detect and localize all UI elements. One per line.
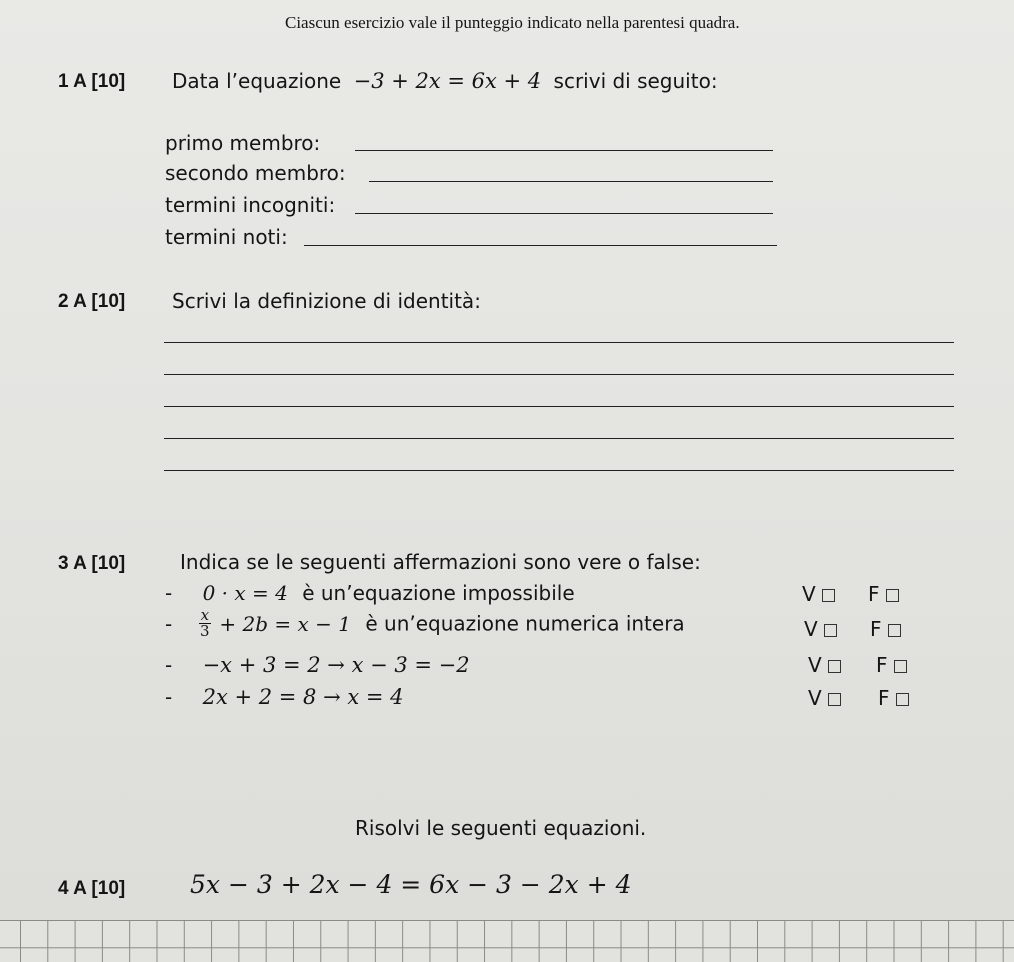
definition-line-4[interactable] xyxy=(164,438,954,439)
exercise-1-label: 1 A [10] xyxy=(58,71,126,92)
statement-4-math: 2x + 2 = 8 → x = 4 xyxy=(202,685,404,709)
statement-3 xyxy=(165,653,470,677)
answer-line-secondo-membro[interactable] xyxy=(369,181,773,182)
statement-1 xyxy=(165,581,575,605)
exercise-3-prompt: Indica se le seguenti affermazioni sono vere o false: xyxy=(180,550,701,574)
statement-1-false-option[interactable] xyxy=(868,582,899,606)
exercise-2-prompt: Scrivi la definizione di identità: xyxy=(172,289,481,313)
checkbox-false[interactable] xyxy=(894,660,907,673)
exercise-1-prompt xyxy=(172,69,718,93)
exercise-1-text-after: scrivi di seguito: xyxy=(553,69,718,93)
statement-4-false-option[interactable] xyxy=(878,686,909,710)
answer-line-primo-membro[interactable] xyxy=(355,150,773,151)
field-label-primo-membro: primo membro: xyxy=(165,131,321,155)
definition-line-2[interactable] xyxy=(164,374,954,375)
true-label: V xyxy=(808,653,822,677)
section-title: Risolvi le seguenti equazioni. xyxy=(355,816,647,840)
field-label-termini-noti: termini noti: xyxy=(165,225,288,249)
statement-3-bullet: - xyxy=(165,653,173,677)
false-label: F xyxy=(878,686,890,710)
checkbox-false[interactable] xyxy=(886,589,899,602)
statement-2-bullet: - xyxy=(165,611,173,636)
false-label: F xyxy=(870,617,882,641)
exercise-4-equation: 5x − 3 + 2x − 4 = 6x − 3 − 2x + 4 xyxy=(190,870,632,899)
checkbox-true[interactable] xyxy=(824,624,837,637)
exercise-3-label: 3 A [10] xyxy=(58,553,126,574)
statement-2-math: + 2b = x − 1 xyxy=(219,611,351,636)
statement-1-math: 0 · x = 4 xyxy=(202,581,288,605)
true-label: V xyxy=(804,617,818,641)
statement-4-true-option[interactable] xyxy=(808,686,841,710)
true-label: V xyxy=(808,686,822,710)
checkbox-true[interactable] xyxy=(828,660,841,673)
statement-1-text: è un’equazione impossibile xyxy=(302,581,575,605)
exercise-1-equation: −3 + 2x = 6x + 4 xyxy=(353,69,542,93)
exercise-1-text-before: Data l’equazione xyxy=(172,69,342,93)
statement-1-bullet: - xyxy=(165,581,173,605)
false-label: F xyxy=(868,582,880,606)
statement-2-false-option[interactable] xyxy=(870,617,901,641)
fraction-denominator: 3 xyxy=(200,622,210,640)
fraction-numerator: x xyxy=(200,606,210,624)
squared-paper-grid xyxy=(0,920,1014,962)
checkbox-true[interactable] xyxy=(822,589,835,602)
answer-line-termini-noti[interactable] xyxy=(304,245,777,246)
field-label-termini-incogniti: termini incogniti: xyxy=(165,193,336,217)
answer-line-termini-incogniti[interactable] xyxy=(355,213,773,214)
checkbox-false[interactable] xyxy=(896,693,909,706)
statement-3-true-option[interactable] xyxy=(808,653,841,677)
statement-4-bullet: - xyxy=(165,685,173,709)
checkbox-true[interactable] xyxy=(828,693,841,706)
page-instructions: Ciascun esercizio vale il punteggio indicato nella parentesi quadra. xyxy=(285,13,740,32)
checkbox-false[interactable] xyxy=(888,624,901,637)
statement-2-true-option[interactable] xyxy=(804,617,837,641)
field-label-secondo-membro: secondo membro: xyxy=(165,161,346,185)
false-label: F xyxy=(876,653,888,677)
true-label: V xyxy=(802,582,816,606)
definition-line-5[interactable] xyxy=(164,470,954,471)
statement-2-fraction xyxy=(199,608,211,639)
statement-3-math: −x + 3 = 2 → x − 3 = −2 xyxy=(202,653,470,677)
statement-2-text: è un’equazione numerica intera xyxy=(365,611,685,636)
definition-line-3[interactable] xyxy=(164,406,954,407)
statement-2 xyxy=(165,608,685,639)
exercise-4-label: 4 A [10] xyxy=(58,878,126,899)
statement-3-false-option[interactable] xyxy=(876,653,907,677)
definition-line-1[interactable] xyxy=(164,342,954,343)
statement-4 xyxy=(165,685,404,709)
exercise-2-label: 2 A [10] xyxy=(58,291,126,312)
statement-1-true-option[interactable] xyxy=(802,582,835,606)
